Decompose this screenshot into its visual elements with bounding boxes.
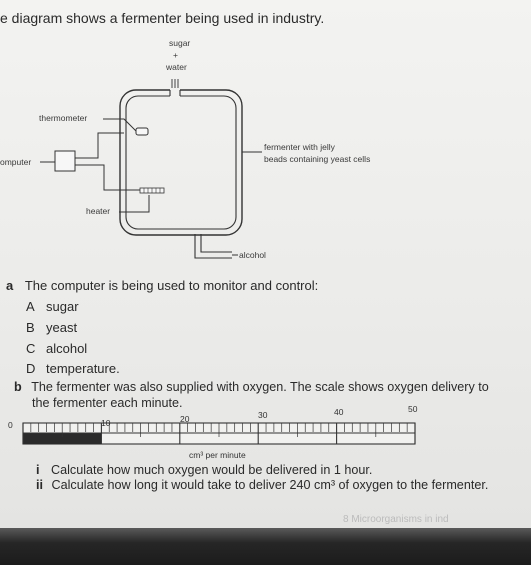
question-b-i [36,463,372,477]
question-b [14,380,489,394]
scale-label-0: 0 [8,420,13,430]
question-b-line2: the fermenter each minute. [32,396,183,410]
question-b-i-text: Calculate how much oxygen would be delivered in 1 hour. [51,463,373,477]
label-computer: omputer [0,157,32,167]
scale-label-30: 30 [258,410,268,420]
scale-label-40: 40 [334,407,344,417]
question-a-text: The computer is being used to monitor and control: [24,278,319,293]
option-c [26,341,87,356]
page-shadow-edge [0,528,531,565]
option-b-text: yeast [46,320,78,335]
question-a [6,278,318,293]
option-d-letter: D [26,361,36,376]
label-water: water [166,62,187,72]
option-a [26,299,79,314]
footer-chapter-title: 8 Microorganisms in ind [343,514,449,525]
option-b-letter: B [26,320,35,335]
question-b-ii-label: ii [36,478,43,492]
thermometer-bulb [136,128,148,135]
computer-cable [75,133,124,158]
oxygen-scale [23,423,415,444]
label-alcohol: alcohol [239,250,266,260]
question-b-i-label: i [36,463,40,477]
question-b-ii-text: Calculate how long it would take to deliver 240 cm³ of oxygen to the fermenter. [51,478,489,492]
label-plus: + [173,50,178,60]
label-heater: heater [86,206,111,216]
label-sugar: sugar [169,38,191,48]
option-a-letter: A [26,299,35,314]
option-c-letter: C [26,341,36,356]
computer-box [55,151,75,171]
scale-label-50: 50 [408,404,418,414]
scale-label-10: 10 [101,418,111,428]
scale-unit: cm³ per minute [189,450,246,460]
option-d-text: temperature. [46,361,120,376]
question-b-label: b [14,380,22,394]
label-fermenter-line2: beads containing yeast cells [264,154,371,164]
option-d [26,361,120,376]
option-c-text: alcohol [46,341,88,356]
intro-text: e diagram shows a fermenter being used in industry. [0,10,325,26]
label-thermometer: thermometer [39,113,88,123]
option-a-text: sugar [46,299,79,314]
fermenter-vessel-outer [120,90,242,235]
fermenter-vessel-inner [126,96,236,229]
scale-label-20: 20 [180,414,190,424]
heater-cable [119,195,149,212]
question-a-label: a [6,278,14,293]
label-fermenter-line1: fermenter with jelly [264,142,335,152]
question-b-ii [36,478,488,492]
option-b [26,320,77,335]
outlet-pipe [195,234,232,258]
question-b-line1: The fermenter was also supplied with oxygen. The scale shows oxygen delivery to [31,380,489,394]
